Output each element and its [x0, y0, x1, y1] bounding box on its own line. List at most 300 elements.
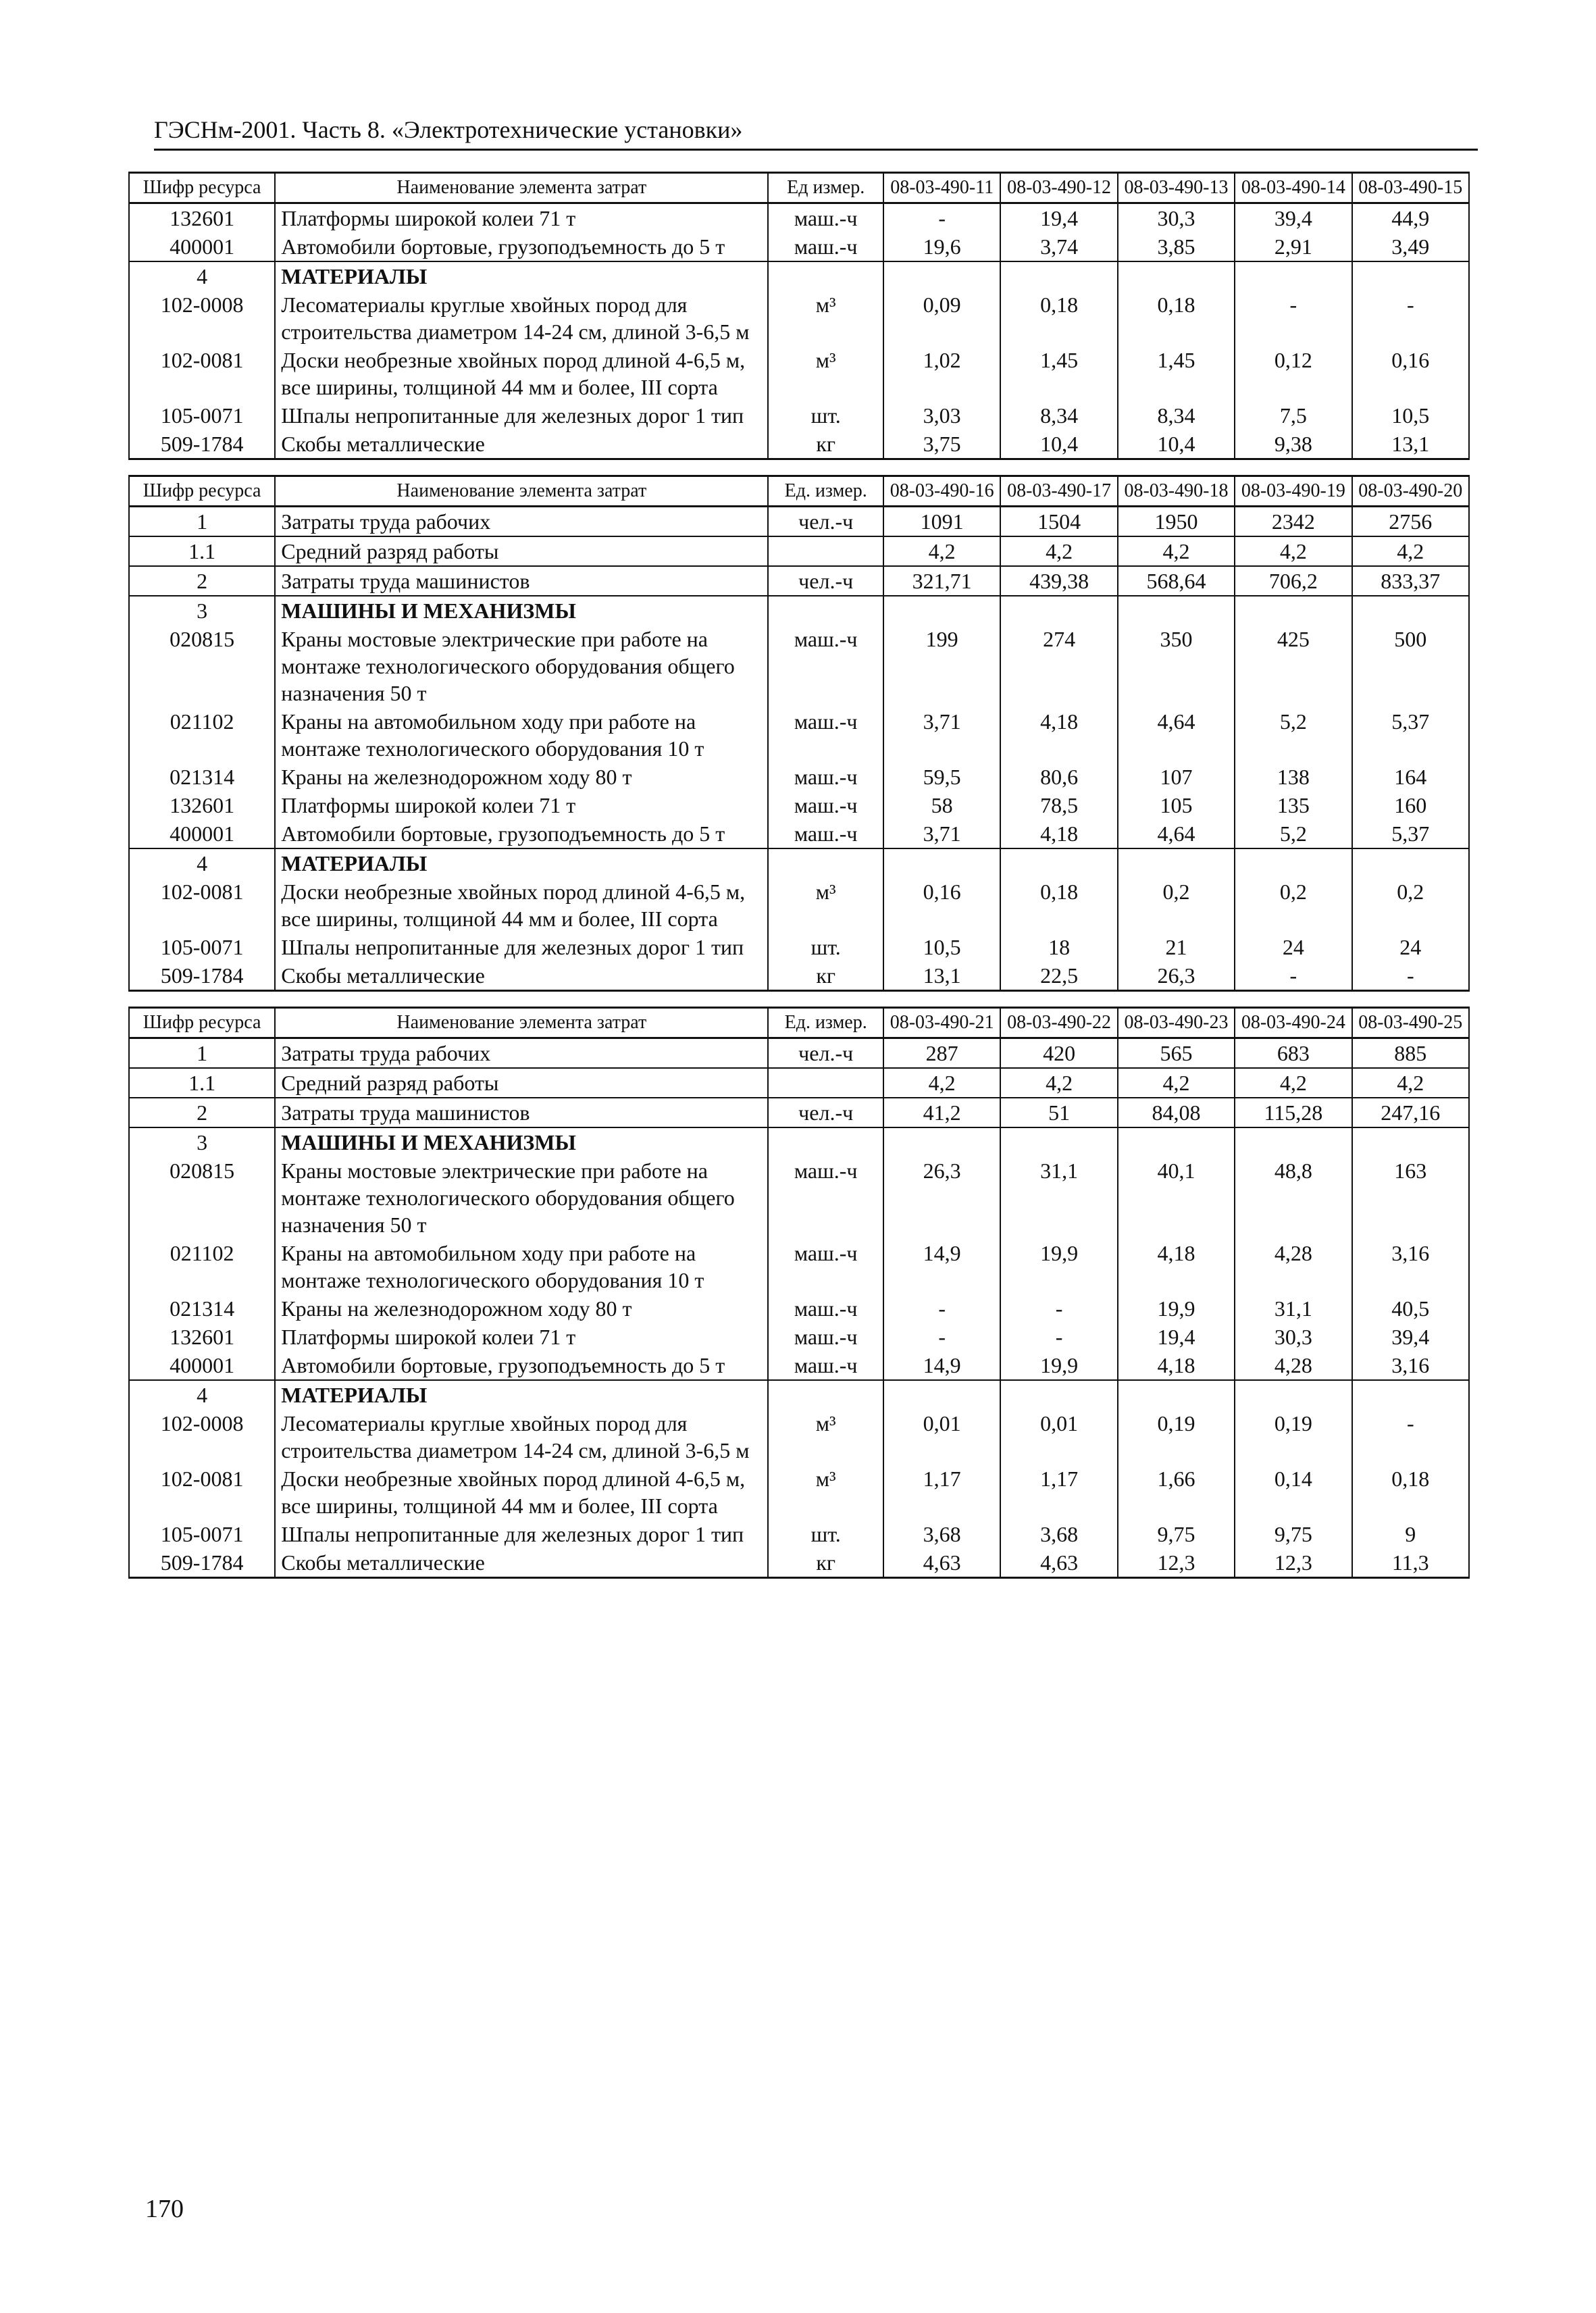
- value-cell: 13,1: [1352, 430, 1469, 459]
- value-cell: 9: [1352, 1520, 1469, 1548]
- value-cell: 4,2: [1235, 536, 1352, 566]
- value-cell: 14,9: [883, 1239, 1000, 1294]
- resource-code-cell: 105-0071: [129, 933, 275, 961]
- resource-name-cell: Краны мостовые электрические при работе на монтаже технологического оборудования общего назначения 50 т: [275, 1156, 768, 1239]
- table-row: [129, 1409, 1469, 1465]
- table-row: [129, 507, 1469, 537]
- value-cell: 885: [1352, 1038, 1469, 1069]
- resource-name-cell: Шпалы непропитанные для железных дорог 1 тип: [275, 1520, 768, 1548]
- value-cell: 3,71: [883, 707, 1000, 763]
- table-row: [129, 1068, 1469, 1098]
- resource-name-cell: Автомобили бортовые, грузоподъемность до 5 т: [275, 819, 768, 848]
- section-row: [129, 848, 1469, 878]
- resource-name-cell: Краны на железнодорожном ходу 80 т: [275, 1294, 768, 1323]
- table-row: [129, 346, 1469, 401]
- unit-cell: [768, 261, 883, 290]
- value-cell: 163: [1352, 1156, 1469, 1239]
- value-cell: 199: [883, 625, 1000, 707]
- table-row: [129, 1038, 1469, 1069]
- value-cell: 51: [1000, 1098, 1117, 1127]
- value-cell: [1000, 1127, 1117, 1156]
- unit-cell: маш.-ч: [768, 1351, 883, 1380]
- value-cell: 565: [1118, 1038, 1235, 1069]
- value-cell: 706,2: [1235, 566, 1352, 596]
- value-cell: 12,3: [1235, 1548, 1352, 1578]
- column-header-unit: Ед. измер.: [768, 1008, 883, 1038]
- value-cell: [1235, 596, 1352, 625]
- value-cell: -: [883, 203, 1000, 233]
- unit-cell: кг: [768, 1548, 883, 1578]
- unit-cell: маш.-ч: [768, 1239, 883, 1294]
- value-cell: 14,9: [883, 1351, 1000, 1380]
- value-cell: 4,2: [1235, 1068, 1352, 1098]
- unit-cell: чел.-ч: [768, 1098, 883, 1127]
- resource-name-cell: Доски необрезные хвойных пород длиной 4-6,5 м, все ширины, толщиной 44 мм и более, III сорта: [275, 346, 768, 401]
- value-cell: 8,34: [1000, 401, 1117, 430]
- value-cell: 0,14: [1235, 1465, 1352, 1520]
- value-cell: 0,2: [1235, 878, 1352, 933]
- table-header-row: [129, 476, 1469, 507]
- resource-name-cell: Автомобили бортовые, грузоподъемность до 5 т: [275, 1351, 768, 1380]
- value-cell: [1352, 1380, 1469, 1409]
- value-cell: 31,1: [1235, 1294, 1352, 1323]
- resource-name-cell: Автомобили бортовые, грузоподъемность до 5 т: [275, 232, 768, 261]
- unit-cell: [768, 1380, 883, 1409]
- value-cell: 84,08: [1118, 1098, 1235, 1127]
- column-header-unit: Ед измер.: [768, 173, 883, 203]
- unit-cell: [768, 596, 883, 625]
- value-cell: 1,66: [1118, 1465, 1235, 1520]
- value-cell: 2342: [1235, 507, 1352, 537]
- resource-code-cell: 102-0081: [129, 346, 275, 401]
- value-cell: [1352, 261, 1469, 290]
- value-cell: 568,64: [1118, 566, 1235, 596]
- unit-cell: [768, 536, 883, 566]
- value-cell: 13,1: [883, 961, 1000, 991]
- value-cell: 164: [1352, 763, 1469, 791]
- value-cell: [883, 261, 1000, 290]
- resource-name-cell: Средний разряд работы: [275, 1068, 768, 1098]
- resource-name-cell: Краны на автомобильном ходу при работе на монтаже технологического оборудования 10 т: [275, 707, 768, 763]
- resource-code-cell: 3: [129, 1127, 275, 1156]
- section-row: [129, 261, 1469, 290]
- table-row: [129, 1294, 1469, 1323]
- value-cell: 0,2: [1118, 878, 1235, 933]
- table-row: [129, 1520, 1469, 1548]
- unit-cell: шт.: [768, 1520, 883, 1548]
- section-row: [129, 1380, 1469, 1409]
- value-cell: 0,2: [1352, 878, 1469, 933]
- column-header-norm: 08-03-490-20: [1352, 476, 1469, 507]
- value-cell: [1235, 1127, 1352, 1156]
- value-cell: 48,8: [1235, 1156, 1352, 1239]
- value-cell: 19,9: [1000, 1351, 1117, 1380]
- value-cell: 0,18: [1000, 290, 1117, 346]
- value-cell: [1118, 596, 1235, 625]
- value-cell: 9,75: [1118, 1520, 1235, 1548]
- unit-cell: кг: [768, 430, 883, 459]
- value-cell: 26,3: [1118, 961, 1235, 991]
- value-cell: 0,16: [883, 878, 1000, 933]
- value-cell: 1,45: [1118, 346, 1235, 401]
- value-cell: [1118, 1380, 1235, 1409]
- value-cell: 4,2: [883, 1068, 1000, 1098]
- value-cell: 0,12: [1235, 346, 1352, 401]
- value-cell: 138: [1235, 763, 1352, 791]
- value-cell: 0,01: [1000, 1409, 1117, 1465]
- value-cell: 39,4: [1235, 203, 1352, 233]
- table-row: [129, 1323, 1469, 1351]
- table-row: [129, 961, 1469, 991]
- resource-name-cell: Шпалы непропитанные для железных дорог 1 тип: [275, 401, 768, 430]
- column-header-norm: 08-03-490-14: [1235, 173, 1352, 203]
- unit-cell: маш.-ч: [768, 763, 883, 791]
- resource-code-cell: 102-0081: [129, 878, 275, 933]
- value-cell: 40,1: [1118, 1156, 1235, 1239]
- value-cell: 439,38: [1000, 566, 1117, 596]
- unit-cell: шт.: [768, 933, 883, 961]
- unit-cell: маш.-ч: [768, 1156, 883, 1239]
- value-cell: 135: [1235, 791, 1352, 819]
- value-cell: 0,18: [1000, 878, 1117, 933]
- value-cell: 39,4: [1352, 1323, 1469, 1351]
- value-cell: 10,4: [1118, 430, 1235, 459]
- value-cell: 247,16: [1352, 1098, 1469, 1127]
- table-header-row: [129, 1008, 1469, 1038]
- value-cell: 8,34: [1118, 401, 1235, 430]
- table-row: [129, 878, 1469, 933]
- value-cell: 1,02: [883, 346, 1000, 401]
- value-cell: 3,68: [883, 1520, 1000, 1548]
- table-row: [129, 1156, 1469, 1239]
- value-cell: 30,3: [1235, 1323, 1352, 1351]
- value-cell: 500: [1352, 625, 1469, 707]
- value-cell: 5,2: [1235, 819, 1352, 848]
- value-cell: 19,4: [1118, 1323, 1235, 1351]
- unit-cell: [768, 1127, 883, 1156]
- value-cell: [1118, 1127, 1235, 1156]
- resource-code-cell: 400001: [129, 232, 275, 261]
- value-cell: 2,91: [1235, 232, 1352, 261]
- resource-name-cell: Краны мостовые электрические при работе на монтаже технологического оборудования общего назначения 50 т: [275, 625, 768, 707]
- value-cell: 4,64: [1118, 819, 1235, 848]
- value-cell: 3,03: [883, 401, 1000, 430]
- value-cell: 4,18: [1000, 819, 1117, 848]
- value-cell: 4,2: [1118, 536, 1235, 566]
- column-header-norm: 08-03-490-17: [1000, 476, 1117, 507]
- value-cell: 274: [1000, 625, 1117, 707]
- column-header-code: Шифр ресурса: [129, 476, 275, 507]
- value-cell: 26,3: [883, 1156, 1000, 1239]
- resource-code-cell: 021314: [129, 1294, 275, 1323]
- column-header-norm: 08-03-490-22: [1000, 1008, 1117, 1038]
- resource-name-cell: МАШИНЫ И МЕХАНИЗМЫ: [275, 1127, 768, 1156]
- value-cell: -: [1352, 290, 1469, 346]
- resource-name-cell: Затраты труда рабочих: [275, 1038, 768, 1069]
- table-header-row: [129, 173, 1469, 203]
- value-cell: [883, 1127, 1000, 1156]
- value-cell: 0,09: [883, 290, 1000, 346]
- value-cell: [1118, 261, 1235, 290]
- resource-name-cell: МАТЕРИАЛЫ: [275, 848, 768, 878]
- unit-cell: [768, 1068, 883, 1098]
- resource-name-cell: Краны на железнодорожном ходу 80 т: [275, 763, 768, 791]
- unit-cell: кг: [768, 961, 883, 991]
- column-header-norm: 08-03-490-16: [883, 476, 1000, 507]
- value-cell: 3,75: [883, 430, 1000, 459]
- value-cell: [883, 848, 1000, 878]
- value-cell: 19,6: [883, 232, 1000, 261]
- value-cell: 31,1: [1000, 1156, 1117, 1239]
- value-cell: 4,18: [1118, 1239, 1235, 1294]
- resource-code-cell: 3: [129, 596, 275, 625]
- value-cell: 11,3: [1352, 1548, 1469, 1578]
- resource-code-cell: 020815: [129, 1156, 275, 1239]
- resource-code-cell: 105-0071: [129, 401, 275, 430]
- unit-cell: маш.-ч: [768, 819, 883, 848]
- resource-name-cell: Платформы широкой колеи 71 т: [275, 791, 768, 819]
- table-row: [129, 401, 1469, 430]
- table-row: [129, 707, 1469, 763]
- value-cell: [1000, 596, 1117, 625]
- value-cell: -: [1352, 1409, 1469, 1465]
- value-cell: 10,5: [1352, 401, 1469, 430]
- document-title: ГЭСНм-2001. Часть 8. «Электротехнические установки»: [154, 116, 743, 143]
- value-cell: 4,28: [1235, 1351, 1352, 1380]
- value-cell: 58: [883, 791, 1000, 819]
- value-cell: 21: [1118, 933, 1235, 961]
- resource-code-cell: 400001: [129, 1351, 275, 1380]
- resource-name-cell: МАТЕРИАЛЫ: [275, 261, 768, 290]
- resource-name-cell: Доски необрезные хвойных пород длиной 4-6,5 м, все ширины, толщиной 44 мм и более, III сорта: [275, 1465, 768, 1520]
- value-cell: 4,64: [1118, 707, 1235, 763]
- value-cell: 420: [1000, 1038, 1117, 1069]
- table-row: [129, 791, 1469, 819]
- column-header-norm: 08-03-490-25: [1352, 1008, 1469, 1038]
- column-header-name: Наименование элемента затрат: [275, 173, 768, 203]
- resource-name-cell: МАТЕРИАЛЫ: [275, 1380, 768, 1409]
- value-cell: 22,5: [1000, 961, 1117, 991]
- table-row: [129, 1098, 1469, 1127]
- unit-cell: м³: [768, 290, 883, 346]
- value-cell: 44,9: [1352, 203, 1469, 233]
- column-header-norm: 08-03-490-24: [1235, 1008, 1352, 1038]
- unit-cell: маш.-ч: [768, 625, 883, 707]
- resource-name-cell: Скобы металлические: [275, 961, 768, 991]
- resource-name-cell: Платформы широкой колеи 71 т: [275, 1323, 768, 1351]
- value-cell: 350: [1118, 625, 1235, 707]
- unit-cell: шт.: [768, 401, 883, 430]
- table-row: [129, 203, 1469, 233]
- table-row: [129, 430, 1469, 459]
- table-row: [129, 536, 1469, 566]
- value-cell: 0,01: [883, 1409, 1000, 1465]
- unit-cell: маш.-ч: [768, 1294, 883, 1323]
- value-cell: [1235, 261, 1352, 290]
- column-header-norm: 08-03-490-23: [1118, 1008, 1235, 1038]
- column-header-norm: 08-03-490-15: [1352, 173, 1469, 203]
- column-header-norm: 08-03-490-12: [1000, 173, 1117, 203]
- value-cell: [1000, 1380, 1117, 1409]
- value-cell: [1235, 1380, 1352, 1409]
- value-cell: 425: [1235, 625, 1352, 707]
- page-header: [154, 115, 1478, 151]
- resource-table: [128, 475, 1470, 992]
- resource-name-cell: Скобы металлические: [275, 1548, 768, 1578]
- value-cell: 0,18: [1352, 1465, 1469, 1520]
- table-row: [129, 232, 1469, 261]
- column-header-code: Шифр ресурса: [129, 1008, 275, 1038]
- resource-code-cell: 2: [129, 1098, 275, 1127]
- resource-code-cell: 105-0071: [129, 1520, 275, 1548]
- unit-cell: м³: [768, 878, 883, 933]
- value-cell: 19,4: [1000, 203, 1117, 233]
- resource-code-cell: 400001: [129, 819, 275, 848]
- value-cell: [1000, 261, 1117, 290]
- value-cell: 1,17: [1000, 1465, 1117, 1520]
- column-header-norm: 08-03-490-18: [1118, 476, 1235, 507]
- resource-table: [128, 1007, 1470, 1579]
- unit-cell: м³: [768, 346, 883, 401]
- value-cell: 4,2: [1000, 1068, 1117, 1098]
- value-cell: 19,9: [1118, 1294, 1235, 1323]
- value-cell: 3,49: [1352, 232, 1469, 261]
- resource-code-cell: 132601: [129, 1323, 275, 1351]
- unit-cell: маш.-ч: [768, 1323, 883, 1351]
- resource-code-cell: 102-0008: [129, 290, 275, 346]
- value-cell: 0,18: [1118, 290, 1235, 346]
- value-cell: 30,3: [1118, 203, 1235, 233]
- value-cell: 10,5: [883, 933, 1000, 961]
- resource-tables: [128, 172, 1470, 1594]
- value-cell: 4,18: [1000, 707, 1117, 763]
- value-cell: 5,37: [1352, 707, 1469, 763]
- value-cell: 5,37: [1352, 819, 1469, 848]
- unit-cell: маш.-ч: [768, 791, 883, 819]
- value-cell: 3,85: [1118, 232, 1235, 261]
- value-cell: 683: [1235, 1038, 1352, 1069]
- table-row: [129, 625, 1469, 707]
- resource-name-cell: Краны на автомобильном ходу при работе на монтаже технологического оборудования 10 т: [275, 1239, 768, 1294]
- unit-cell: чел.-ч: [768, 1038, 883, 1069]
- resource-code-cell: 132601: [129, 791, 275, 819]
- table-row: [129, 290, 1469, 346]
- value-cell: 3,16: [1352, 1351, 1469, 1380]
- value-cell: 9,38: [1235, 430, 1352, 459]
- column-header-norm: 08-03-490-11: [883, 173, 1000, 203]
- value-cell: 4,63: [1000, 1548, 1117, 1578]
- resource-name-cell: Лесоматериалы круглые хвойных пород для строительства диаметром 14-24 см, длиной 3-6,5 м: [275, 290, 768, 346]
- value-cell: 5,2: [1235, 707, 1352, 763]
- value-cell: 4,28: [1235, 1239, 1352, 1294]
- value-cell: -: [1235, 961, 1352, 991]
- resource-table: [128, 172, 1470, 460]
- value-cell: 0,19: [1235, 1409, 1352, 1465]
- value-cell: [1118, 848, 1235, 878]
- value-cell: -: [1352, 961, 1469, 991]
- value-cell: 3,71: [883, 819, 1000, 848]
- resource-code-cell: 4: [129, 1380, 275, 1409]
- section-row: [129, 596, 1469, 625]
- value-cell: 1950: [1118, 507, 1235, 537]
- value-cell: 4,2: [1352, 536, 1469, 566]
- resource-name-cell: Шпалы непропитанные для железных дорог 1 тип: [275, 933, 768, 961]
- table-row: [129, 1239, 1469, 1294]
- resource-code-cell: 2: [129, 566, 275, 596]
- resource-code-cell: 509-1784: [129, 430, 275, 459]
- resource-code-cell: 509-1784: [129, 961, 275, 991]
- resource-name-cell: Средний разряд работы: [275, 536, 768, 566]
- value-cell: 24: [1352, 933, 1469, 961]
- value-cell: -: [1000, 1294, 1117, 1323]
- value-cell: 59,5: [883, 763, 1000, 791]
- value-cell: 9,75: [1235, 1520, 1352, 1548]
- resource-code-cell: 021314: [129, 763, 275, 791]
- value-cell: 19,9: [1000, 1239, 1117, 1294]
- resource-name-cell: Скобы металлические: [275, 430, 768, 459]
- resource-name-cell: Затраты труда рабочих: [275, 507, 768, 537]
- value-cell: 4,2: [1000, 536, 1117, 566]
- resource-name-cell: Платформы широкой колеи 71 т: [275, 203, 768, 233]
- value-cell: -: [1235, 290, 1352, 346]
- resource-code-cell: 4: [129, 261, 275, 290]
- value-cell: [883, 596, 1000, 625]
- value-cell: 1,45: [1000, 346, 1117, 401]
- section-row: [129, 1127, 1469, 1156]
- value-cell: 115,28: [1235, 1098, 1352, 1127]
- resource-name-cell: Затраты труда машинистов: [275, 1098, 768, 1127]
- value-cell: 4,2: [883, 536, 1000, 566]
- value-cell: 3,16: [1352, 1239, 1469, 1294]
- resource-code-cell: 1: [129, 507, 275, 537]
- value-cell: 105: [1118, 791, 1235, 819]
- value-cell: 4,2: [1118, 1068, 1235, 1098]
- value-cell: 12,3: [1118, 1548, 1235, 1578]
- value-cell: 4,18: [1118, 1351, 1235, 1380]
- resource-code-cell: 102-0081: [129, 1465, 275, 1520]
- value-cell: 107: [1118, 763, 1235, 791]
- value-cell: [1000, 848, 1117, 878]
- value-cell: 10,4: [1000, 430, 1117, 459]
- column-header-unit: Ед. измер.: [768, 476, 883, 507]
- value-cell: 3,74: [1000, 232, 1117, 261]
- unit-cell: чел.-ч: [768, 566, 883, 596]
- column-header-norm: 08-03-490-21: [883, 1008, 1000, 1038]
- value-cell: 0,19: [1118, 1409, 1235, 1465]
- column-header-code: Шифр ресурса: [129, 173, 275, 203]
- unit-cell: м³: [768, 1465, 883, 1520]
- value-cell: 321,71: [883, 566, 1000, 596]
- value-cell: 4,63: [883, 1548, 1000, 1578]
- value-cell: 40,5: [1352, 1294, 1469, 1323]
- value-cell: 2756: [1352, 507, 1469, 537]
- value-cell: 24: [1235, 933, 1352, 961]
- value-cell: 1091: [883, 507, 1000, 537]
- table-row: [129, 819, 1469, 848]
- table-row: [129, 1465, 1469, 1520]
- page-number: 170: [145, 2195, 184, 2223]
- value-cell: 4,2: [1352, 1068, 1469, 1098]
- resource-name-cell: Доски необрезные хвойных пород длиной 4-6,5 м, все ширины, толщиной 44 мм и более, III сорта: [275, 878, 768, 933]
- table-row: [129, 566, 1469, 596]
- unit-cell: м³: [768, 1409, 883, 1465]
- resource-code-cell: 102-0008: [129, 1409, 275, 1465]
- value-cell: 41,2: [883, 1098, 1000, 1127]
- unit-cell: чел.-ч: [768, 507, 883, 537]
- resource-code-cell: 1: [129, 1038, 275, 1069]
- resource-name-cell: Затраты труда машинистов: [275, 566, 768, 596]
- value-cell: 3,68: [1000, 1520, 1117, 1548]
